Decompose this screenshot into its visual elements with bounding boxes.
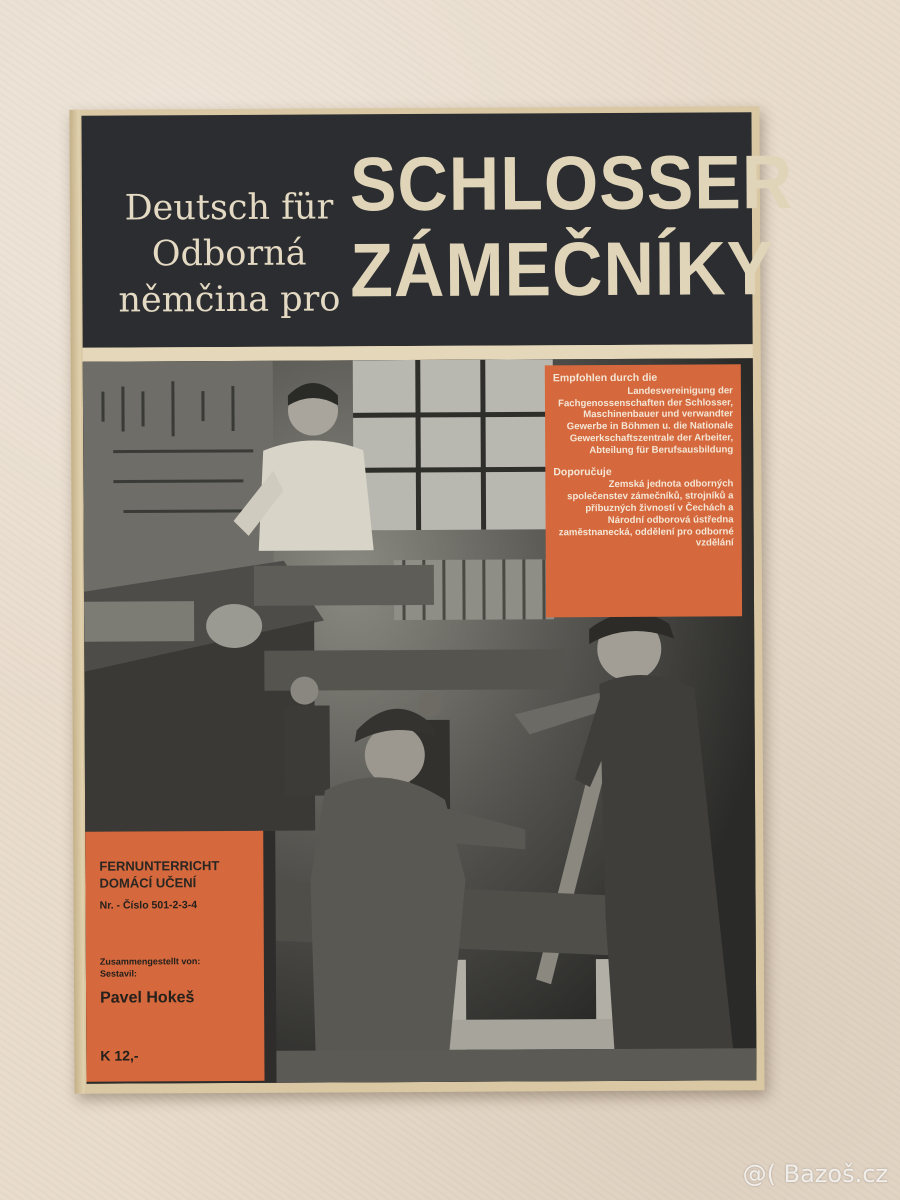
course-info-box bbox=[85, 831, 264, 1082]
course-line-czech: DOMÁCÍ UČENÍ bbox=[99, 875, 197, 891]
compiled-by-czech: Sestavil: bbox=[99, 968, 138, 979]
title-line-2: ZÁMEČNÍKY bbox=[350, 226, 775, 314]
compiled-by-label bbox=[100, 955, 254, 980]
booklet-cover bbox=[69, 106, 794, 1094]
recommendation-box bbox=[545, 364, 742, 617]
course-line-german: FERNUNTERRICHT bbox=[99, 858, 220, 874]
subtitle-line-3: němčina pro bbox=[118, 279, 341, 321]
recommendation-german-body: Landesvereinigung der Fachgenossenschaften der Schlosser, Maschinenbauer und verwandter Gewerbe in Böhmen u. die Nationale Gewerkschaftszentrale der Arbeiter, Abteilung für Berufsausbildung bbox=[558, 385, 734, 456]
cover-title bbox=[350, 140, 794, 314]
subtitle-line-2: Odborná bbox=[151, 233, 307, 275]
recommendation-czech-head: Doporučuje bbox=[553, 465, 612, 478]
compiled-by-german: Zusammengestellt von: bbox=[99, 956, 201, 967]
watermark-logo: @( Bazoš.cz bbox=[742, 1160, 888, 1188]
header-band bbox=[81, 112, 794, 348]
recommendation-czech-body: Zemská jednota odborných společenstev zámečníků, strojníků a příbuzných živností v Čechách a Národní odborová ústředna zaměstnanecká, oddělení pro odborné vzdělání bbox=[558, 478, 734, 549]
title-line-1: SCHLOSSER bbox=[349, 140, 794, 228]
author-name: Pavel Hokeš bbox=[100, 989, 195, 1007]
course-number: Nr. - Číslo 501-2-3-4 bbox=[99, 899, 198, 912]
cover-subtitle bbox=[104, 184, 355, 323]
price-label: K 12,- bbox=[100, 1047, 139, 1064]
recommendation-german-head: Empfohlen durch die bbox=[552, 371, 658, 385]
subtitle-line-1: Deutsch für bbox=[124, 187, 334, 229]
